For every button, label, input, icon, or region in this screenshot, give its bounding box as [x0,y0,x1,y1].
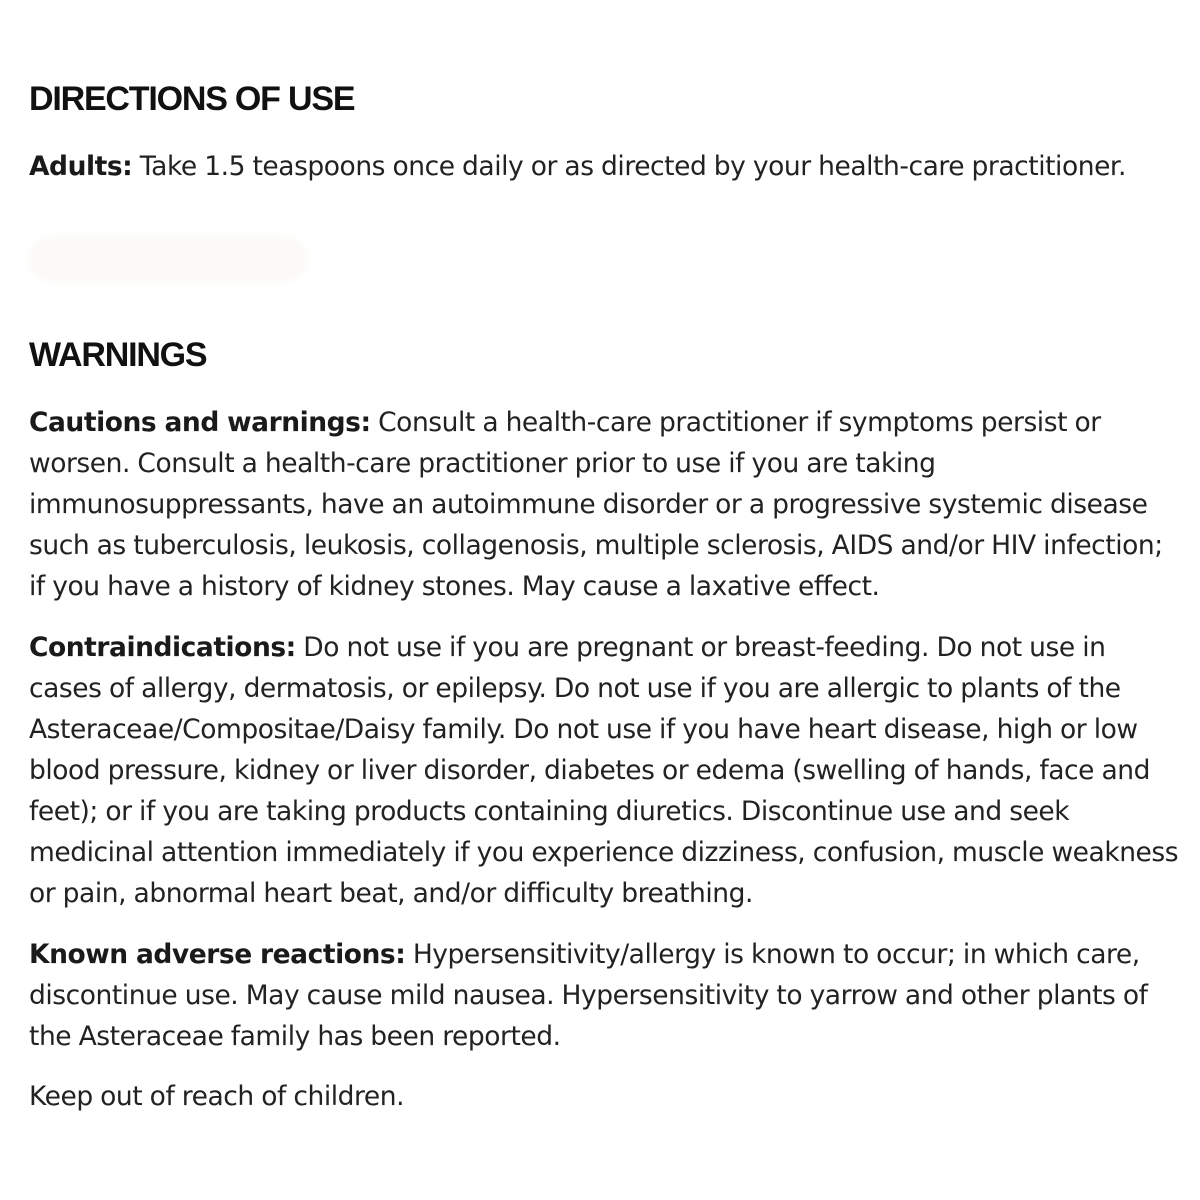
contraindications-label: Contraindications: [29,632,296,663]
adults-text: Take 1.5 teaspoons once daily or as directed by your health-care practitioner. [132,151,1126,182]
warnings-heading: WARNINGS [29,336,207,374]
directions-heading: DIRECTIONS OF USE [29,80,355,118]
cautions-paragraph [29,402,1179,607]
adverse-reactions-label: Known adverse reactions: [29,939,406,970]
cautions-text: Consult a health-care practitioner if symptoms persist or worsen. Consult a health-care practitioner prior to use if you are taking immunosuppressants, have an autoimmune disorder or a progressive systemic disease such as tuberculosis, leukosis, collagenosis, multiple sclerosis, AIDS and/or HIV infection; if you have a history of kidney stones. May cause a laxative effect. [29,407,1163,602]
contraindications-paragraph [29,627,1179,914]
background-smudge [28,236,308,282]
adverse-reactions-text: Hypersensitivity/allergy is known to occur; in which care, discontinue use. May cause mild nausea. Hypersensitivity to yarrow and other plants of the Asteraceae family has been reported. [29,939,1148,1052]
adults-paragraph [29,146,1179,187]
cautions-label: Cautions and warnings: [29,407,371,438]
adults-label: Adults: [29,151,133,182]
keep-out-of-reach-text: Keep out of reach of children. [29,1081,405,1112]
contraindications-text: Do not use if you are pregnant or breast-feeding. Do not use in cases of allergy, dermatosis, or epilepsy. Do not use if you are allergic to plants of the Asteraceae/Compositae/Daisy family. Do not use if you have heart disease, high or low blood pressure, kidney or liver disorder, diabetes or edema (swelling of hands, face and feet); or if you are taking products containing diuretics. Discontinue use and seek medicinal attention immediately if you experience dizziness, confusion, muscle weakness or pain, abnormal heart beat, and/or difficulty breathing. [29,632,1179,909]
adverse-reactions-paragraph [29,934,1179,1057]
